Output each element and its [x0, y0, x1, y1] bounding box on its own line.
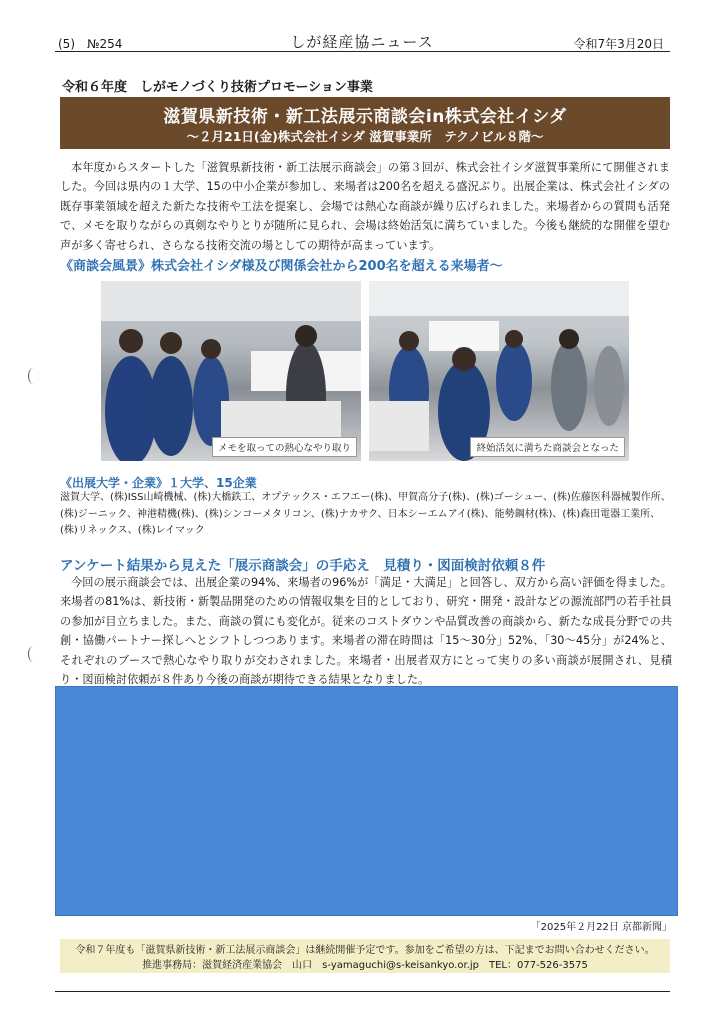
photo-section-heading: 《商談会風景》株式会社イシダ様及び関係会社から200名を超える来場者～ — [60, 259, 503, 274]
page-issue-number: (5) №254 — [58, 37, 123, 51]
event-photo-left — [101, 281, 361, 461]
issue-date: 令和7年3月20日 — [573, 37, 664, 51]
footer-divider — [55, 991, 670, 992]
banner-title: 滋賀県新技術・新工法展示商談会in株式会社イシダ — [163, 107, 567, 127]
punch-hole-mark — [28, 368, 39, 384]
event-photo-left-image — [101, 281, 361, 461]
program-subheading: 令和６年度 しがモノづくり技術プロモーション事業 — [62, 80, 373, 95]
banner-subtitle: ～２月21日(金)株式会社イシダ 滋賀事業所 テクノビル８階～ — [186, 129, 544, 144]
contact-details: 推進事務局：滋賀経済産業協会 山口 s-yamaguchi@s-keisankyo.or.jp TEL：077-526-3575 — [142, 960, 588, 971]
survey-paragraph: 今回の展示商談会では、出展企業の94%、来場者の96%が「満足・大満足」と回答し、双方から高い評価を得ました。来場者の81%は、新技術・新製品開発のための情報収集を目的としており、研究・開発・設計などの源流部門の若手社員の参加が目立ちました。また、商談の質にも変化が。従来のコストダウンや品質改善の商談から、新たな成長分野での共創・協働パートナー探しへとシフトしつつあります。来場者の滞在時間は「15～30分」52%、「30～45分」が24%と、それぞれのブースで熱心なやり取りが交わされました。来場者・出展者双方にとって実りの多い商談が展開され、見積り・図面検討依頼が８件あり今後の商談が期待できる結果となりました。 — [60, 576, 672, 687]
newspaper-clipping-placeholder — [55, 686, 678, 916]
contact-notice-box — [60, 939, 670, 973]
photo-left-caption: メモを取っての熱心なやり取り — [212, 437, 357, 457]
exhibitors-heading: 《出展大学・企業》１大学、15企業 — [60, 476, 257, 490]
title-banner — [60, 97, 670, 149]
clipping-source: 「2025年２月22日 京都新聞」 — [530, 922, 672, 933]
newsletter-title: しが経産協ニュース — [290, 33, 434, 51]
survey-heading: アンケート結果から見えた「展示商談会」の手応え 見積り・図面検討依頼８件 — [60, 558, 546, 574]
contact-notice-text: 令和７年度も「滋賀県新技術・新工法展示商談会」は継続開催予定です。参加をご希望の方は、下記までお問い合わせください。 — [75, 945, 655, 956]
punch-hole-mark — [28, 646, 39, 662]
exhibitors-list: 滋賀大学、(株)ISS山崎機械、(株)大橋鉄工、オプテックス・エフエー(株)、甲賀高分子(株)、(株)ゴーシュー、(株)佐藤医科器械製作所、(株)ジーニック、神港精機(株)、(株)シンコーメタリコン、(株)ナカサク、日本シーエムアイ(株)、能勢鋼材(株)、(株)森田電器工業所、(株)リネックス、(株)レイマック — [60, 492, 671, 536]
event-photo-right — [369, 281, 629, 461]
event-photo-right-image — [369, 281, 629, 461]
photo-right-caption: 終始活気に満ちた商談会となった — [470, 437, 625, 457]
intro-paragraph: 本年度からスタートした「滋賀県新技術・新工法展示商談会」の第３回が、株式会社イシダ滋賀事業所にて開催されました。今回は県内の１大学、15の中小企業が参加し、来場者は200名を超える盛況ぶり。出展企業は、株式会社イシダの既存事業領域を超えた新たな技術や工法を提案し、会場では熱心な商談が繰り広げられました。来場者からの質問も活発で、メモを取りながらの真剣なやりとりが随所に見られ、会場は終始活気に満ちていました。今後も継続的な開催を望む声が多く寄せられ、さらなる技術交流の場としての期待が高まっています。 — [60, 161, 670, 252]
header-divider — [55, 51, 670, 52]
